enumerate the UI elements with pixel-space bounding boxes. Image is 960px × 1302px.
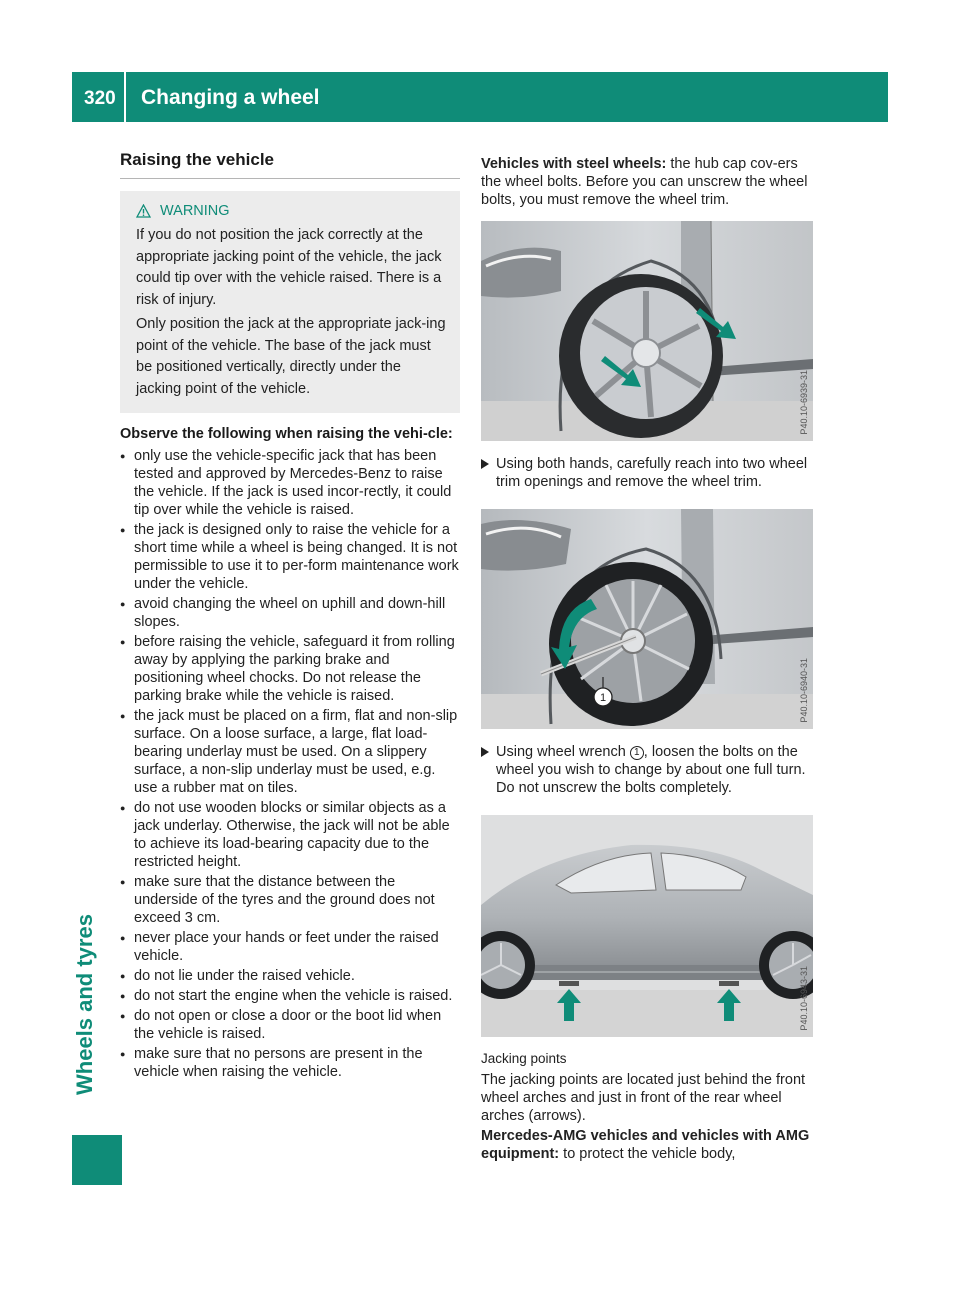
list-item: ● do not use wooden blocks or similar objects as a jack underlay. Otherwise, the jack will not be able to achieve its load-bearing capacity due to the restricted height. (120, 799, 460, 871)
list-item: ● make sure that no persons are present in the vehicle when raising the vehicle. (120, 1045, 460, 1081)
right-column (481, 155, 813, 1163)
list-item: ● avoid changing the wheel on uphill and down-hill slopes. (120, 595, 460, 631)
header-divider (124, 72, 126, 122)
bullet-intro: Observe the following when raising the vehi-cle: (120, 426, 453, 442)
step-text: Using both hands, carefully reach into two wheel trim openings and remove the wheel trim. (496, 456, 808, 490)
list-item: ● never place your hands or feet under the raised vehicle. (120, 929, 460, 965)
precaution-list (120, 447, 460, 1081)
section-tab-marker (72, 1135, 122, 1185)
left-column (120, 150, 460, 1083)
warning-paragraph: Only position the jack at the appropriate jack-ing point of the vehicle. The base of the jack must be positioned vertically, directly under the jacking point of the vehicle. (136, 316, 446, 397)
section-tab-label: Wheels and tyres (72, 914, 97, 1095)
page-number: 320 (84, 88, 116, 109)
list-item: ● the jack must be placed on a firm, flat and non-slip surface. On a loose surface, a large, flat load-bearing underlay must be used. On a slippery surface, a non-slip underlay must be used, e.g. use a rubber mat on tiles. (120, 707, 460, 797)
jacking-points-paragraph: The jacking points are located just behind the front wheel arches and just in front of the rear wheel arches (arrows). (481, 1072, 806, 1124)
wheel-wrench-illustration (481, 509, 813, 729)
page-title: Changing a wheel (141, 86, 320, 109)
warning-title (136, 203, 450, 219)
step-arrow-icon (481, 459, 489, 469)
jacking-points-photo (481, 815, 813, 1037)
amg-text: to protect the vehicle body, (559, 1146, 736, 1162)
list-item: ● the jack is designed only to raise the vehicle for a short time while a wheel is being changed. It is not permissible to use it to per-form maintenance work under the vehicle. (120, 521, 460, 593)
warning-paragraph: If you do not position the jack correctly at the appropriate jacking point of the vehicle, the jack could tip over with the vehicle raised. There is a risk of injury. (136, 227, 442, 308)
list-item: ● do not open or close a door or the boot lid when the vehicle is raised. (120, 1007, 460, 1043)
section-heading: Raising the vehicle (120, 150, 274, 169)
warning-triangle-icon (136, 204, 151, 218)
steel-wheels-paragraph (481, 155, 813, 209)
step-text-before: Using wheel wrench (496, 744, 630, 760)
amg-paragraph (481, 1127, 813, 1163)
step-arrow-icon (481, 747, 489, 757)
warning-title-text: WARNING (160, 203, 230, 219)
image-reference: P40.10-6943-31 (799, 966, 809, 1031)
list-item: ● do not lie under the raised vehicle. (120, 967, 460, 985)
photo-callout-number: 1 (599, 692, 607, 704)
image-reference: P40.10-6940-31 (799, 658, 809, 723)
image-caption: Jacking points (481, 1051, 567, 1066)
steel-wheels-text: the hub cap cov-ers the wheel bolts. Before you can unscrew the wheel bolts, you must remove the wheel trim. (481, 156, 808, 208)
list-item: ● do not start the engine when the vehicle is raised. (120, 987, 460, 1005)
list-item: ● before raising the vehicle, safeguard it from rolling away by applying the parking brake and positioning wheel chocks. Do not release the parking brake while the vehicle is raised. (120, 633, 460, 705)
step-text-after: , loosen the bolts on the wheel you wish to change by about one full turn. Do not unscrew the bolts completely. (496, 744, 806, 796)
wheel-trim-illustration (481, 221, 813, 441)
list-item: ● only use the vehicle-specific jack that has been tested and approved by Mercedes-Benz to raise the vehicle. If the jack is used incor-rectly, it could tip over while the vehicle is raised. (120, 447, 460, 519)
warning-box (120, 191, 460, 413)
instruction-step (481, 743, 813, 797)
jacking-points-illustration (481, 815, 813, 1037)
wrench-callout: 1 (630, 746, 644, 760)
amg-label: Mercedes-AMG vehicles and vehicles with AMG equipment: (481, 1128, 810, 1162)
list-item: ● make sure that the distance between the underside of the tyres and the ground does not exceed 3 cm. (120, 873, 460, 927)
steel-wheels-label: Vehicles with steel wheels: (481, 156, 667, 172)
section-divider (120, 178, 460, 179)
instruction-step (481, 455, 813, 491)
image-reference: P40.10-6939-31 (799, 370, 809, 435)
wheel-wrench-photo (481, 509, 813, 729)
wheel-trim-photo (481, 221, 813, 441)
